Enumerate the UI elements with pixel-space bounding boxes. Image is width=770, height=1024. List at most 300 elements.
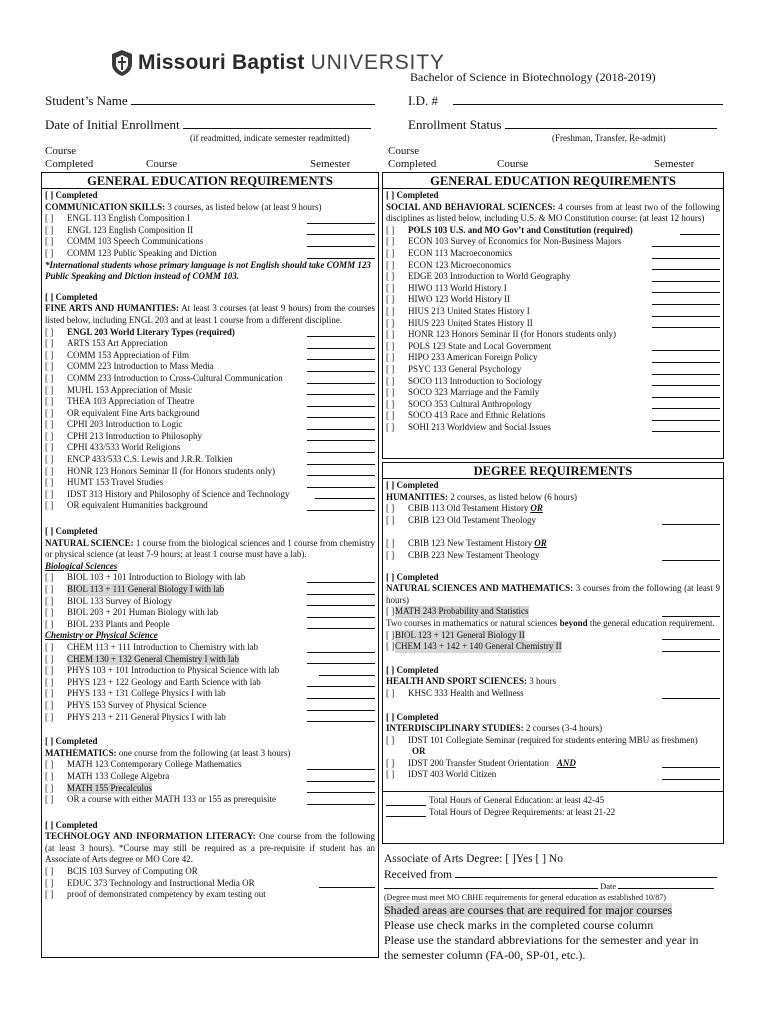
university-crest-icon	[110, 50, 134, 76]
course-checkbox[interactable]: [ ]	[45, 877, 54, 888]
course-name: HIWO 113 World History I	[408, 282, 507, 293]
nsm-desc-c: the general education requirement.	[587, 617, 715, 628]
course-name: BIOL 123 + 121 General Biology II	[395, 629, 525, 640]
student-name-input[interactable]	[131, 93, 375, 105]
section-desc: one course from the following (at least 3 hours)	[116, 747, 291, 758]
course-checkbox[interactable]: [ ]	[386, 363, 395, 374]
course-checkbox[interactable]: [ ]	[45, 794, 54, 805]
course-row	[386, 248, 720, 260]
semester-input[interactable]	[307, 655, 375, 664]
degree-title: Bachelor of Science in Biotechnology (2018-2019)	[410, 70, 656, 84]
course-checkbox[interactable]: [ ]	[45, 247, 54, 258]
semester-input[interactable]	[307, 328, 375, 337]
course-checkbox[interactable]: [ ]	[45, 500, 54, 511]
course-checkbox[interactable]: [ ]	[45, 384, 54, 395]
course-checkbox[interactable]: [ ]	[386, 271, 395, 282]
section-heading: TECHNOLOGY AND INFORMATION LITERACY:	[45, 831, 256, 842]
course-checkbox[interactable]: [ ]	[45, 665, 54, 676]
course-name: BIOL 113 + 111 General Biology I with lab	[67, 584, 225, 594]
or-label: OR	[530, 503, 543, 514]
course-checkbox[interactable]: [ ]	[386, 259, 395, 270]
completed-checkbox[interactable]: [ ] Completed	[386, 711, 439, 722]
semester-input[interactable]	[652, 273, 720, 282]
section-desc: One course from the following (at least 3 hours). *Course may still be required as a pre-requisite if student has an Associate of Arts degree or MO Core 42.	[45, 831, 375, 865]
course-name: BIOL 233 Plants and People	[67, 618, 170, 629]
course-name: COMM 233 Introduction to Cross-Cultural Communication	[67, 372, 283, 383]
course-name: OR equivalent Humanities background	[67, 500, 208, 511]
course-name: EDUC 373 Technology and Instructional Media OR	[67, 877, 255, 888]
course-checkbox[interactable]: [ ]	[386, 236, 395, 247]
semester-input[interactable]	[307, 409, 375, 418]
semester-input[interactable]	[662, 759, 720, 768]
course-row	[45, 373, 375, 385]
cbhe-note: (Degree must meet MO CBHE requirements for general education as established 10/87)	[384, 893, 666, 902]
course-name: proof of demonstrated competency by exam testing out	[67, 889, 266, 900]
course-row	[45, 712, 375, 724]
total-input[interactable]	[386, 808, 426, 817]
course-checkbox[interactable]: [ ]	[386, 352, 395, 363]
semester-input[interactable]	[652, 389, 720, 398]
course-checkbox[interactable]: [ ]	[386, 294, 395, 305]
course-checkbox[interactable]: [ ]	[45, 595, 54, 606]
or-label: OR	[534, 538, 547, 549]
enroll-date-input[interactable]	[183, 117, 371, 129]
course-checkbox[interactable]: [ ]	[386, 329, 395, 340]
shaded-note	[384, 903, 672, 918]
completed-checkbox[interactable]: [ ] Completed	[45, 291, 98, 302]
completed-checkbox[interactable]: [ ] Completed	[45, 819, 98, 830]
course-row	[45, 794, 375, 806]
course-name: SOCO 413 Race and Ethnic Relations	[408, 410, 546, 421]
course-checkbox[interactable]: [ ]	[386, 224, 395, 235]
section-desc: 3 courses, as listed below (at least 9 hours)	[165, 201, 322, 212]
course-checkbox[interactable]: [ ]	[386, 549, 395, 560]
course-checkbox[interactable]: [ ]	[386, 757, 395, 768]
course-name: IDST 200 Transfer Student Orientation	[408, 757, 549, 768]
course-checkbox[interactable]: [ ]	[45, 213, 54, 224]
course-row	[386, 410, 720, 422]
course-name: CHEM 143 + 142 + 140 General Chemistry II	[395, 641, 562, 652]
humanities-section	[383, 479, 723, 562]
semester-input[interactable]	[307, 796, 375, 805]
course-name: PHYS 123 + 122 Geology and Earth Science with lab	[67, 676, 261, 687]
semester-input[interactable]	[652, 354, 720, 363]
course-name: HONR 123 Honors Seminar II (for Honors students only)	[67, 465, 275, 476]
mathematics-section	[42, 736, 378, 806]
course-checkbox[interactable]: [ ]	[45, 782, 54, 793]
bio-subheading: Biological Sciences	[45, 560, 118, 571]
section-desc: 2 courses, as listed below (6 hours)	[448, 491, 577, 502]
course-row	[386, 538, 720, 550]
semester-input[interactable]	[307, 574, 375, 583]
course-name: ARTS 153 Art Appreciation	[67, 338, 168, 349]
course-checkbox[interactable]: [ ]	[386, 282, 395, 293]
course-name: MATH 123 Contemporary College Mathematics	[67, 759, 242, 770]
course-name: IDST 101 Collegiate Seminar (required for students entering MBU as freshmen)	[408, 734, 698, 745]
right-box-title: GENERAL EDUCATION REQUIREMENTS	[383, 173, 723, 189]
degree-requirements-box	[382, 462, 724, 844]
nsm-desc-a: Two courses in mathematics or natural sciences	[386, 617, 560, 628]
course-row	[45, 419, 375, 431]
completed-checkbox[interactable]: [ ] Completed	[45, 736, 98, 747]
semester-input[interactable]	[307, 421, 375, 430]
course-row	[45, 607, 375, 619]
semester-input[interactable]	[307, 238, 375, 247]
semester-input[interactable]	[307, 456, 375, 465]
course-checkbox[interactable]: [ ]	[45, 584, 54, 594]
course-checkbox[interactable]: [ ]	[45, 676, 54, 687]
course-row	[386, 630, 720, 642]
semester-input[interactable]	[307, 773, 375, 782]
course-row	[45, 248, 375, 260]
semester-input[interactable]	[652, 296, 720, 305]
and-label: AND	[556, 757, 576, 768]
date-input[interactable]	[618, 880, 714, 889]
semester-input[interactable]	[652, 377, 720, 386]
completed-checkbox[interactable]: [ ] Completed	[386, 480, 439, 490]
semester-input[interactable]	[662, 690, 720, 699]
course-row	[45, 889, 375, 901]
section-heading: INTERDISCIPLINARY STUDIES:	[386, 723, 524, 734]
enroll-date-hint: (if readmitted, indicate semester readmitted)	[190, 133, 350, 143]
semester-input[interactable]	[307, 609, 375, 618]
course-row	[386, 271, 720, 283]
semester-input[interactable]	[662, 516, 720, 525]
right-col-course-name: Course	[497, 158, 529, 170]
course-row	[45, 771, 375, 783]
semester-input[interactable]	[307, 386, 375, 395]
course-name: BIOL 103 + 101 Introduction to Biology with lab	[67, 572, 246, 583]
course-checkbox[interactable]: [ ]	[45, 442, 54, 453]
section-desc: 1 course from the biological sciences and 1 course from chemistry or physical science (at least 7-9 hours; at least 1 course must have a lab).	[45, 537, 375, 560]
course-name: SOCO 323 Marriage and the Family	[408, 387, 540, 398]
id-input[interactable]	[453, 93, 723, 105]
course-row	[45, 385, 375, 397]
section-desc: 3 hours	[526, 676, 556, 687]
course-checkbox[interactable]: [ ]	[45, 361, 54, 372]
semester-input[interactable]	[662, 608, 720, 617]
course-name: COMM 153 Appreciation of Film	[67, 349, 189, 360]
course-checkbox[interactable]: [ ]	[386, 769, 395, 780]
semester-input[interactable]	[652, 308, 720, 317]
course-checkbox[interactable]: [ ]	[45, 618, 54, 629]
international-note: *International students whose primary language is not English should take COMM 123 Public Speaking and Diction instead of COMM 103.	[45, 259, 371, 282]
total-label: Total Hours of General Education: at least 42-45	[429, 795, 605, 806]
course-checkbox[interactable]: [ ]	[45, 419, 54, 430]
course-name: ENCP 433/533 C.S. Lewis and J.R.R. Tolkien	[67, 454, 233, 465]
completed-checkbox[interactable]: [ ] Completed	[45, 526, 98, 537]
course-row	[45, 408, 375, 420]
check-note: Please use check marks in the completed course column	[384, 918, 654, 932]
semester-input[interactable]	[652, 400, 720, 409]
course-row	[386, 515, 720, 527]
course-row	[45, 572, 375, 584]
semester-input[interactable]	[307, 620, 375, 629]
left-col-course-name: Course	[146, 158, 178, 170]
course-name: SOCO 113 Introduction to Sociology	[408, 375, 543, 386]
course-checkbox[interactable]: [ ]	[386, 340, 395, 351]
semester-input[interactable]	[307, 398, 375, 407]
course-checkbox[interactable]: [ ]	[386, 410, 395, 421]
semester-input[interactable]	[307, 678, 375, 687]
course-row	[45, 584, 375, 596]
course-row	[45, 225, 375, 237]
semester-input[interactable]	[652, 238, 720, 247]
course-name: COMM 103 Speech Communications	[67, 236, 204, 247]
course-checkbox[interactable]: [ ]	[45, 477, 54, 488]
semester-input[interactable]	[652, 284, 720, 293]
fine-arts-section	[42, 292, 378, 512]
course-checkbox[interactable]: [ ]	[45, 338, 54, 349]
course-checkbox[interactable]: [ ]	[386, 387, 395, 398]
communication-section	[42, 189, 378, 283]
course-checkbox[interactable]: [ ]	[386, 606, 395, 617]
course-name: PHYS 153 Survey of Physical Science	[67, 699, 207, 710]
nsm-desc-beyond: beyond	[559, 617, 588, 628]
course-checkbox[interactable]: [ ]	[386, 687, 395, 698]
course-name: CBIB 223 New Testament Theology	[408, 549, 540, 560]
course-name: COMM 123 Public Speaking and Diction	[67, 247, 217, 258]
left-box-title: GENERAL EDUCATION REQUIREMENTS	[42, 173, 378, 189]
course-checkbox[interactable]: [ ]	[45, 454, 54, 465]
enroll-date-label: Date of Initial Enrollment	[45, 117, 180, 132]
course-checkbox[interactable]: [ ]	[386, 538, 395, 549]
left-col-semester: Semester	[310, 158, 351, 170]
course-name: HIPO 233 American Foreign Policy	[408, 352, 538, 363]
nsm-section	[383, 572, 723, 653]
course-row	[386, 318, 720, 330]
semester-input[interactable]	[307, 784, 375, 793]
natural-science-section	[42, 526, 378, 723]
course-name: COMM 223 Introduction to Mass Media	[67, 361, 214, 372]
course-name: HIWO 123 World History II	[408, 294, 511, 305]
course-checkbox[interactable]: [ ]	[386, 305, 395, 316]
course-name: EDGE 203 Introduction to World Geography	[408, 271, 571, 282]
date-field	[384, 880, 714, 891]
course-checkbox[interactable]: [ ]	[45, 607, 54, 618]
semester-input[interactable]	[652, 261, 720, 270]
semester-input[interactable]	[307, 690, 375, 699]
course-row	[386, 376, 720, 388]
completed-checkbox[interactable]: [ ] Completed	[45, 190, 98, 200]
course-name: SOHI 213 Worldview and Social Issues	[408, 421, 551, 432]
course-name: MUHL 153 Appreciation of Music	[67, 384, 193, 395]
semester-input[interactable]	[307, 375, 375, 384]
course-checkbox[interactable]: [ ]	[386, 514, 395, 525]
semester-input[interactable]	[307, 250, 375, 259]
course-checkbox[interactable]: [ ]	[386, 641, 395, 652]
semester-input[interactable]	[662, 771, 720, 780]
received-from-field	[384, 867, 717, 881]
section-desc: 4 courses from at least two of the following disciplines as listed below, including U.S. & MO Constitution course: (at least 12 hours)	[386, 201, 720, 224]
right-col-course: Course	[388, 145, 420, 157]
semester-input[interactable]	[652, 412, 720, 421]
semester-input[interactable]	[307, 351, 375, 360]
course-checkbox[interactable]: [ ]	[45, 488, 54, 499]
course-row	[45, 759, 375, 771]
course-checkbox[interactable]: [ ]	[386, 629, 395, 640]
course-row	[386, 260, 720, 272]
semester-input[interactable]	[307, 502, 375, 511]
semester-input[interactable]	[307, 215, 375, 224]
course-row	[386, 306, 720, 318]
enroll-date-field	[45, 117, 371, 133]
health-section	[383, 665, 723, 700]
semester-input[interactable]	[307, 713, 375, 722]
semester-input[interactable]	[652, 250, 720, 259]
course-row	[386, 341, 720, 353]
course-row	[45, 454, 375, 466]
completed-checkbox[interactable]: [ ] Completed	[386, 571, 439, 582]
course-name: POLS 123 State and Local Government	[408, 340, 552, 351]
completed-checkbox[interactable]: [ ] Completed	[386, 664, 439, 675]
course-row	[45, 350, 375, 362]
course-checkbox[interactable]: [ ]	[386, 503, 395, 514]
semester-input[interactable]	[652, 423, 720, 432]
date-prefix-line[interactable]	[384, 880, 598, 889]
total-row	[386, 795, 720, 807]
semester-input[interactable]	[307, 597, 375, 606]
completed-checkbox[interactable]: [ ] Completed	[386, 190, 439, 200]
semester-input[interactable]	[307, 467, 375, 476]
course-checkbox[interactable]: [ ]	[45, 430, 54, 441]
course-row	[45, 677, 375, 689]
total-label: Total Hours of Degree Requirements: at least 21-22	[429, 806, 616, 817]
course-row	[45, 327, 375, 339]
enroll-status-input[interactable]	[505, 117, 717, 129]
social-section	[383, 189, 723, 433]
course-name: SOCO 353 Cultural Anthropology	[408, 398, 532, 409]
section-desc: At least 3 courses (at least 9 hours) from the courses listed below, including ENGL 203 and at least 1 course from a different discipline.	[45, 303, 375, 325]
semester-input[interactable]	[662, 552, 720, 561]
course-row	[386, 225, 720, 237]
course-row	[45, 642, 375, 654]
course-checkbox[interactable]: [ ]	[45, 326, 54, 337]
left-gen-ed-box	[41, 172, 379, 958]
course-checkbox[interactable]: [ ]	[45, 641, 54, 652]
course-checkbox[interactable]: [ ]	[45, 866, 54, 877]
course-checkbox[interactable]: [ ]	[45, 653, 54, 664]
course-row	[45, 213, 375, 225]
semester-input[interactable]	[319, 879, 375, 888]
semester-input[interactable]	[662, 643, 720, 652]
course-name: OR a course with either MATH 133 or 155 as prerequisite	[67, 794, 276, 805]
course-checkbox[interactable]: [ ]	[45, 465, 54, 476]
course-checkbox[interactable]: [ ]	[386, 317, 395, 328]
course-checkbox[interactable]: [ ]	[45, 396, 54, 407]
course-row	[386, 399, 720, 411]
course-name: HIUS 213 United States History I	[408, 305, 530, 316]
course-name: CBIB 123 Old Testament Theology	[408, 514, 537, 525]
course-name: BIOL 203 + 201 Human Biology with lab	[67, 607, 218, 618]
course-checkbox[interactable]: [ ]	[45, 224, 54, 235]
course-row	[45, 700, 375, 712]
enroll-status-field	[408, 117, 717, 133]
course-row	[45, 596, 375, 608]
course-name: PHYS 213 + 211 General Physics I with lab	[67, 711, 226, 722]
technology-section	[42, 820, 378, 901]
course-checkbox[interactable]: [ ]	[45, 759, 54, 770]
course-name: CPHI 433/533 World Religions	[67, 442, 181, 453]
course-row	[45, 236, 375, 248]
section-heading: FINE ARTS AND HUMANITIES:	[45, 303, 180, 314]
course-name: CPHI 203 Introduction to Logic	[67, 419, 183, 430]
semester-input[interactable]	[307, 479, 375, 488]
course-row	[45, 500, 375, 512]
course-checkbox[interactable]: [ ]	[386, 734, 395, 745]
course-checkbox[interactable]: [ ]	[45, 572, 54, 583]
semester-input[interactable]	[315, 490, 375, 499]
document-header	[0, 0, 770, 90]
semester-input[interactable]	[652, 342, 720, 351]
semester-input[interactable]	[652, 319, 720, 328]
course-checkbox[interactable]: [ ]	[45, 770, 54, 781]
course-row	[45, 466, 375, 478]
semester-input[interactable]	[307, 586, 375, 595]
semester-input[interactable]	[307, 761, 375, 770]
course-checkbox[interactable]: [ ]	[45, 236, 54, 247]
course-row	[386, 329, 720, 341]
or-row	[386, 746, 720, 758]
course-checkbox[interactable]: [ ]	[45, 711, 54, 722]
course-row	[45, 783, 375, 795]
shaded-note-text: Shaded areas are courses that are required for major courses	[384, 903, 673, 917]
course-name: MATH 133 College Algebra	[67, 770, 170, 781]
course-checkbox[interactable]: [ ]	[386, 375, 395, 386]
course-name: ECON 123 Microeconomics	[408, 259, 511, 270]
total-input[interactable]	[386, 797, 426, 806]
semester-input[interactable]	[662, 631, 720, 640]
course-name: KHSC 333 Health and Wellness	[408, 687, 524, 698]
date-label: Date	[600, 881, 617, 891]
abbrev-note: Please use the standard abbreviations for the semester and year in the semester column (FA-00, SP-01, etc.).	[384, 933, 699, 962]
received-label: Received from	[384, 869, 453, 881]
course-checkbox[interactable]: [ ]	[45, 349, 54, 360]
course-checkbox[interactable]: [ ]	[45, 699, 54, 710]
course-checkbox[interactable]: [ ]	[45, 889, 54, 900]
received-input[interactable]	[455, 867, 717, 878]
semester-input[interactable]	[307, 444, 375, 453]
course-row	[386, 236, 720, 248]
semester-input[interactable]	[307, 340, 375, 349]
semester-input[interactable]	[319, 667, 375, 676]
course-checkbox[interactable]: [ ]	[45, 688, 54, 699]
section-heading: NATURAL SCIENCES AND MATHEMATICS:	[386, 583, 574, 594]
semester-input[interactable]	[307, 226, 375, 235]
logo-name: Missouri Baptist	[138, 51, 305, 74]
semester-input[interactable]	[652, 366, 720, 375]
semester-input[interactable]	[307, 432, 375, 441]
semester-input[interactable]	[680, 226, 720, 235]
course-checkbox[interactable]: [ ]	[386, 398, 395, 409]
course-row	[386, 641, 720, 653]
course-name: CHEM 130 + 132 General Chemistry I with lab	[67, 653, 240, 664]
right-col-semester: Semester	[654, 158, 695, 170]
semester-input[interactable]	[307, 644, 375, 653]
course-name: ENGL 203 World Literary Types (required)	[67, 326, 235, 337]
course-name: PSYC 133 General Psychology	[408, 363, 522, 374]
semester-input[interactable]	[307, 702, 375, 711]
course-row	[45, 442, 375, 454]
course-checkbox[interactable]: [ ]	[45, 407, 54, 418]
course-name: PHYS 103 + 101 Introduction to Physical Science with lab	[67, 665, 280, 676]
course-checkbox[interactable]: [ ]	[45, 372, 54, 383]
course-checkbox[interactable]: [ ]	[386, 247, 395, 258]
semester-input[interactable]	[307, 363, 375, 372]
section-heading: NATURAL SCIENCE:	[45, 537, 134, 548]
course-checkbox[interactable]: [ ]	[386, 421, 395, 432]
course-row	[45, 396, 375, 408]
